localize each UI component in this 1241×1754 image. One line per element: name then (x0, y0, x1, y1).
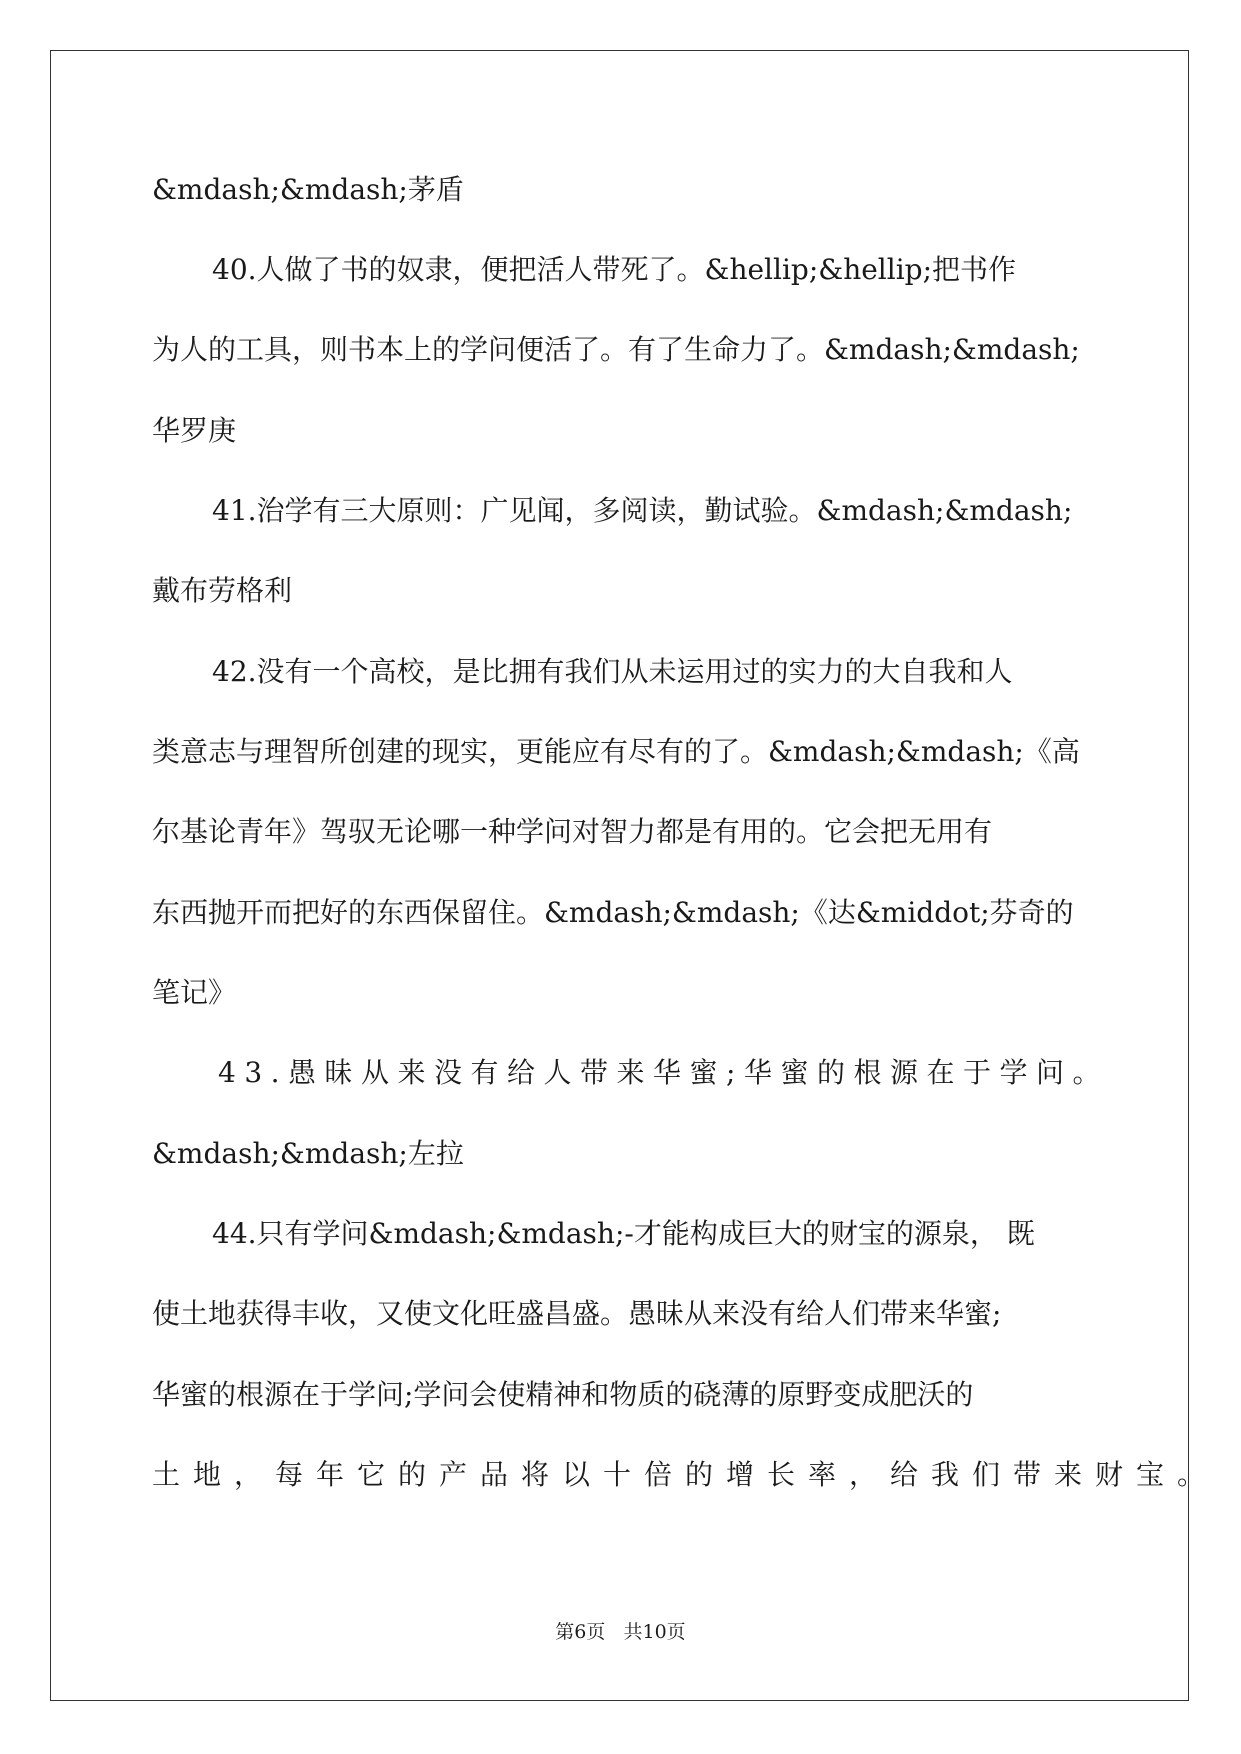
text-line: 东西抛开而把好的东西保留住。&mdash;&mdash;《达&middot;芬奇的 (152, 896, 1074, 929)
text-line: &mdash;&mdash;左拉 (152, 1137, 464, 1170)
text-line: 为人的工具，则书本上的学问便活了。有了生命力了。&mdash;&mdash; (152, 333, 1080, 366)
text-line: 戴布劳格利 (152, 574, 293, 607)
page-frame (50, 50, 1189, 1701)
text-line: 类意志与理智所创建的现实，更能应有尽有的了。&mdash;&mdash;《高 (152, 735, 1080, 768)
text-line: 华罗庚 (152, 414, 237, 447)
text-line: 43.愚昧从来没有给人带来华蜜;华蜜的根源在于学问。 (218, 1056, 1109, 1089)
text-line: 使土地获得丰收，又使文化旺盛昌盛。愚昧从来没有给人们带来华蜜; (152, 1297, 1002, 1330)
text-line: 41.治学有三大原则：广见闻，多阅读，勤试验。&mdash;&mdash; (212, 494, 1073, 527)
text-line: 40.人做了书的奴隶，便把活人带死了。&hellip;&hellip;把书作 (212, 253, 1017, 286)
text-line: 44.只有学问&mdash;&mdash;-才能构成巨大的财宝的源泉， 既 (212, 1217, 1035, 1250)
text-line: 华蜜的根源在于学问;学问会使精神和物质的硗薄的原野变成肥沃的 (152, 1378, 974, 1411)
page-footer: 第6页 共10页 (555, 1621, 686, 1643)
text-line: 尔基论青年》驾驭无论哪一种学问对智力都是有用的。它会把无用有 (152, 815, 993, 848)
text-line: 笔记》 (152, 976, 237, 1009)
text-line: &mdash;&mdash;茅盾 (152, 173, 464, 206)
text-line: 土地，每年它的产品将以十倍的增长率，给我们带来财宝。 (152, 1458, 1219, 1491)
text-line: 42.没有一个高校，是比拥有我们从未运用过的实力的大自我和人 (212, 655, 1013, 688)
